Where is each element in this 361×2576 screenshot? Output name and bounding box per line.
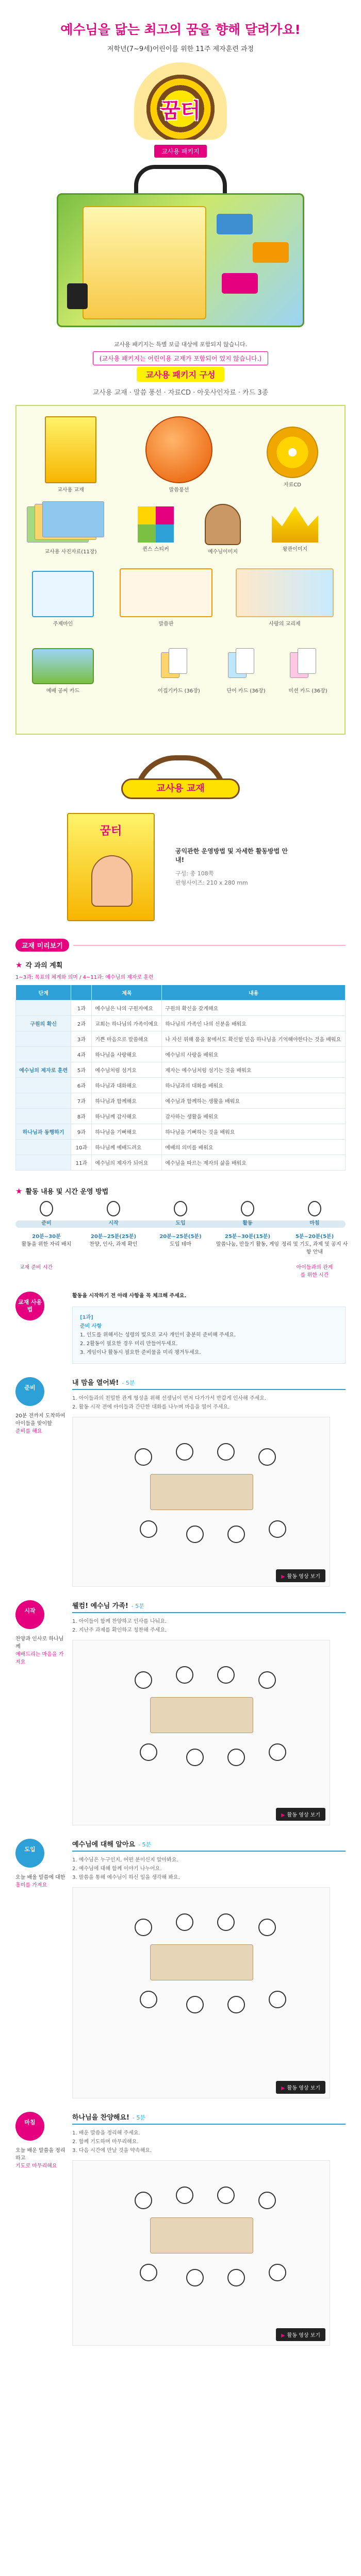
cell-content: 구원의 확신을 갖게해요: [162, 1001, 346, 1016]
child-figure: [176, 2187, 193, 2204]
activity-bubble: 시작: [15, 1600, 44, 1629]
timeline-side-left: 교재 준비 시간: [19, 1265, 53, 1270]
activity-duration: - 5분: [132, 2114, 146, 2121]
intro-card-head: [1과]: [80, 1315, 93, 1320]
child-figure: [140, 2264, 157, 2281]
cell-content: 하나님의 가족인 나의 신분을 배워요: [162, 1016, 346, 1031]
plan-table: [15, 985, 346, 1171]
kit-sticker: [222, 273, 258, 294]
composition-section: [0, 367, 361, 735]
activity-text: [72, 1856, 346, 1882]
cell-stage: [16, 1109, 71, 1124]
timeline-step: [284, 1201, 346, 1226]
composition-box: [15, 405, 346, 735]
cell-week: 1과: [71, 1001, 92, 1016]
teacher-book-section: [0, 755, 361, 921]
activity-line: 3. 말씀을 통해 예수님이 하신 일을 생각해 봐요.: [72, 1875, 180, 1880]
plan-section: [0, 939, 361, 1171]
activity-side-text: 20분 전까지 도착하여 아이들을 맞이할: [15, 1413, 65, 1427]
video-button[interactable]: [276, 2328, 325, 2341]
kit-clip: [67, 283, 88, 309]
activity-side-text: 오늘 배울 말씀에 대한: [15, 1875, 65, 1880]
video-button-label: 활동 영상 보기: [287, 1812, 320, 1818]
timeline-step: [15, 1201, 77, 1226]
cell-title: 예수님처럼 섬겨요: [92, 1062, 162, 1078]
cell-title: 하나님께 감사해요: [92, 1109, 162, 1124]
timeline-step: [150, 1201, 211, 1226]
item-theme-maze: 주제마인: [27, 571, 99, 627]
person-icon: [308, 1201, 321, 1216]
flow-section: [0, 1186, 361, 1278]
cell-title: 하나님과 함께해요: [92, 1093, 162, 1109]
table-row: [16, 1140, 346, 1155]
cell-title: 하나님을 기뻐해요: [92, 1124, 162, 1140]
child-figure: [227, 1526, 245, 1543]
child-figure: [176, 1443, 193, 1461]
cell-stage: [16, 1047, 71, 1062]
activity-intro: [15, 1292, 346, 1364]
star-icon: ★: [15, 960, 23, 970]
child-figure: [135, 1919, 152, 1936]
activity-side-text: 찬양과 인사로 하나님께: [15, 1636, 64, 1650]
flow-timeline: [15, 1201, 346, 1278]
cell-content: 예수님을 따르는 제자의 삶을 배워요: [162, 1155, 346, 1171]
child-figure: [176, 1666, 193, 1684]
col-title: 제목: [92, 985, 162, 1001]
child-figure: [186, 1996, 204, 2013]
child-figure: [140, 1520, 157, 1538]
hero-subtitle: 저학년(7~9세)어린이를 위한 11주 제자훈련 과정: [107, 45, 254, 53]
intro-bubble: 교재 사용법: [15, 1292, 44, 1320]
plan-heading: 각 과의 계획: [25, 962, 63, 970]
child-figure: [135, 2192, 152, 2209]
cell-stage: 구원의 확신: [16, 1016, 71, 1031]
activity-bubble: 준비: [15, 1377, 44, 1406]
activity-line: 2. 예수님에 대해 함께 이야기 나누어요.: [72, 1866, 162, 1872]
table-row: [16, 1031, 346, 1047]
cell-week: 7과: [71, 1093, 92, 1109]
step-desc: 말씀나눔, 만들기 활동, 게임: [216, 1242, 280, 1247]
activity-side-text: 오늘 배운 말씀을 정리하고: [15, 2148, 65, 2161]
step-desc: 도입 테마: [170, 1242, 191, 1247]
item-crown-image: 왕관이미지: [264, 506, 326, 552]
timeline-side-right: 아이들과의 관계를 위한 시간: [296, 1265, 333, 1278]
table-row: [16, 1155, 346, 1171]
activity-duration: - 5분: [122, 1380, 135, 1386]
package-kit-image: [46, 165, 315, 335]
activity-text: [72, 1617, 346, 1635]
plan-note: 1~3과: 목표의 체계와 의미 / 4~11과: 예수님의 제자로 훈련: [15, 975, 154, 980]
child-figure: [258, 1671, 276, 1689]
step-desc: 찬양, 인사, 과제 확인: [89, 1242, 138, 1247]
child-figure: [227, 1996, 245, 2013]
table-row: [16, 1016, 346, 1031]
activity-side: [15, 1600, 67, 1665]
timeline-step: [217, 1201, 278, 1226]
package-notice: 교사용 패키지는 특별 보급 대상에 포함되지 않습니다.: [113, 341, 248, 348]
step-desc: 정리 및 기도, 과제 및 공지 사항 안내: [281, 1242, 348, 1255]
cell-week: 3과: [71, 1031, 92, 1047]
activity-side: [15, 1377, 67, 1434]
child-figure: [217, 1443, 235, 1461]
timeline-box: [13, 1232, 80, 1247]
activity-line: 1. 아이들이 함께 찬양하고 인사를 나눠요.: [72, 1619, 167, 1624]
child-figure: [176, 1913, 193, 1931]
book-banner-label: 교사용 교재: [121, 778, 240, 799]
hero-title: 예수님을 닮는 최고의 꿈을 향해 달려가요!: [60, 22, 301, 37]
cell-week: 9과: [71, 1124, 92, 1140]
video-button[interactable]: [276, 2081, 325, 2094]
child-figure: [140, 1743, 157, 1761]
book-info: [175, 846, 294, 888]
intro-card-line: 1. 인도를 위해서는 성령의 빛으로 교사 개인이 충분히 준비해 주세요.: [80, 1332, 236, 1338]
activity-block: [15, 1600, 346, 1825]
table-row: [16, 1001, 346, 1016]
video-button-label: 활동 영상 보기: [287, 1574, 320, 1580]
item-word-card: 단어 카드 (36장): [218, 648, 274, 694]
timeline-step: [83, 1201, 144, 1226]
activity-side-highlight: 흥미를 가져요: [15, 1883, 47, 1888]
activity-title-text: 예수님에 대해 알아요: [72, 1841, 136, 1849]
step-label: 마침: [309, 1221, 320, 1226]
package-notice-highlight: (교사용 패키지는 어린이용 교재가 포함되어 있지 않습니다.): [93, 351, 268, 365]
table-row: [16, 1109, 346, 1124]
step-label: 시작: [108, 1221, 119, 1226]
cell-content: 예수님의 사랑을 배워요: [162, 1047, 346, 1062]
activity-line: 2. 지난주 과제를 확인하고 칭찬해 주세요.: [72, 1628, 167, 1633]
step-label: 준비: [41, 1221, 52, 1226]
kit-sticker: [253, 242, 289, 263]
activity-title-text: 웰컴! 예수님 가족!: [72, 1602, 128, 1610]
cell-week: 5과: [71, 1062, 92, 1078]
activity-duration: - 5분: [131, 1603, 144, 1609]
child-figure: [186, 1749, 204, 1766]
activity-line: 3. 다음 시간에 만날 것을 약속해요.: [72, 2148, 152, 2154]
edition-badge: 교사용 패키지: [154, 145, 206, 158]
activity-bubble: 도입: [15, 1839, 44, 1868]
activity-title: [72, 1377, 346, 1390]
timeline-box: [214, 1232, 281, 1247]
item-jesus-image: 예수님이미지: [194, 504, 251, 555]
intro-card-sub: 준비 사항: [80, 1324, 102, 1329]
activity-block: [15, 1377, 346, 1587]
item-mission-card: 미션 카드 (36장): [280, 648, 336, 694]
intro-card: [72, 1307, 346, 1364]
play-icon: ▶: [281, 1812, 285, 1818]
person-icon: [107, 1201, 120, 1216]
composition-subtitle: 교사용 교재 · 말씀 풍선 · 자료CD · 아웃사인자료 · 카드 3종: [92, 389, 269, 397]
cell-week: 4과: [71, 1047, 92, 1062]
step-time: 20분~25분(25분): [90, 1234, 137, 1240]
cell-week: 8과: [71, 1109, 92, 1124]
book-lead: 공익관한 운영방법 및 자세한 활동방법 안내!: [175, 848, 288, 863]
col-stage: 단계: [16, 985, 71, 1001]
activity-line: 1. 예수님은 누구인지, 어떤 분이신지 알아봐요.: [72, 1857, 178, 1863]
book-size: 판형사이즈: 210 x 280 mm: [175, 879, 248, 886]
cell-week: 11과: [71, 1155, 92, 1171]
child-figure: [269, 1520, 286, 1538]
step-time: 20분~30분: [32, 1234, 61, 1240]
step-desc: 활동을 위한 자리 배치: [21, 1242, 72, 1247]
activity-duration: - 5분: [138, 1841, 152, 1848]
cell-stage: 예수님의 제자로 훈련: [16, 1062, 71, 1078]
activity-side-highlight: 예배드리는 마음을 가져요: [15, 1652, 64, 1665]
table-row: [16, 1062, 346, 1078]
activity-illustration: [72, 1887, 330, 2098]
cell-content: 감사하는 생활을 배워요: [162, 1109, 346, 1124]
child-figure: [258, 1448, 276, 1466]
child-figure: [227, 2269, 245, 2286]
cell-stage: [16, 1155, 71, 1171]
col-week: [71, 985, 92, 1001]
cell-stage: [16, 1078, 71, 1093]
intro-card-line: 3. 게임이나 활동시 필요한 준비물을 미리 챙겨두세요.: [80, 1350, 201, 1355]
video-button[interactable]: [276, 1569, 325, 1582]
child-figure: [135, 1671, 152, 1689]
activity-bubble: 마침: [15, 2112, 44, 2141]
item-word-board: 말씀판: [114, 568, 218, 627]
item-collect-card: 이집기카드 (36장): [151, 648, 207, 694]
activity-side: [15, 1839, 67, 1888]
book-banner: [121, 755, 240, 802]
book-cover-logo: 꿈터: [100, 825, 122, 838]
timeline-box: [80, 1232, 147, 1247]
child-figure: [217, 2187, 235, 2204]
cell-week: 6과: [71, 1078, 92, 1093]
activity-side-highlight: 준비를 해요: [15, 1429, 42, 1434]
activity-side-highlight: 기도로 마무리해요: [15, 2163, 57, 2169]
cell-content: 제자는 예수님처럼 섬기는 것을 배워요: [162, 1062, 346, 1078]
activity-line: 2. 활동 시작 전에 아이들과 간단한 대화를 나누며 마음을 열어 주세요.: [72, 1404, 230, 1410]
item-teacher-book: 교사용 교재: [32, 416, 109, 493]
table-row: [16, 1047, 346, 1062]
activity-illustration: [72, 1640, 330, 1825]
video-button[interactable]: [276, 1808, 325, 1821]
book-pages: 구성: 총 108쪽: [175, 870, 214, 877]
activity-side: [15, 2112, 67, 2169]
person-icon: [241, 1201, 254, 1216]
child-figure: [217, 1666, 235, 1684]
step-label: 도입: [175, 1221, 186, 1226]
book-cover-image: [67, 813, 155, 921]
item-word-balloon: 말씀풍선: [138, 416, 220, 493]
step-time: 20분~25분(5분): [159, 1234, 202, 1240]
cell-stage: 하나님과 동행하기: [16, 1124, 71, 1140]
person-icon: [174, 1201, 187, 1216]
child-figure: [269, 1743, 286, 1761]
child-figure: [258, 2192, 276, 2209]
activity-line: 2. 함께 기도하며 마무리해요.: [72, 2139, 139, 2145]
video-button-label: 활동 영상 보기: [287, 2333, 320, 2338]
cell-content: 하나님을 기뻐하는 것을 배워요: [162, 1124, 346, 1140]
composition-title: 교사용 패키지 구성: [137, 367, 225, 382]
person-icon: [40, 1201, 53, 1216]
child-figure: [135, 1448, 152, 1466]
item-resource-cd: 자료CD: [254, 427, 331, 488]
activity-block: [15, 1839, 346, 2098]
intro-text: 활동을 시작하기 전 아래 사항을 꼭 체크해 주세요.: [72, 1293, 187, 1299]
activity-title: [72, 2112, 346, 2125]
cell-stage: [16, 1093, 71, 1109]
child-figure: [186, 2269, 204, 2286]
desk-illustration: [150, 2217, 253, 2253]
cell-stage: [16, 1031, 71, 1047]
timeline-box: [147, 1232, 214, 1247]
activities-section: [0, 1292, 361, 2346]
cell-content: 나 자신 위해 품을 꿈에서도 확신할 믿음 하나님을 기억해야한다는 것을 배워요: [162, 1031, 346, 1047]
cell-week: 10과: [71, 1140, 92, 1155]
child-figure: [186, 1526, 204, 1543]
desk-illustration: [150, 1474, 253, 1510]
desk-illustration: [150, 1697, 253, 1733]
cell-title: 예수님의 제자가 되어요: [92, 1155, 162, 1171]
star-icon: ★: [15, 1186, 23, 1196]
activity-illustration: [72, 2160, 330, 2346]
cell-content: 하나님과의 대화를 배워요: [162, 1078, 346, 1093]
step-label: 활동: [242, 1221, 253, 1226]
cell-week: 2과: [71, 1016, 92, 1031]
activity-title: [72, 1839, 346, 1852]
child-figure: [227, 1749, 245, 1766]
cell-title: 기쁜 마음으로 말씀해요: [92, 1031, 162, 1047]
timeline-box: [281, 1232, 348, 1255]
play-icon: ▶: [281, 2086, 285, 2091]
item-puzzle-sticker: 퀸스 스티커: [127, 506, 184, 552]
activity-block: [15, 2112, 346, 2346]
video-button-label: 활동 영상 보기: [287, 2086, 320, 2091]
play-icon: ▶: [281, 2333, 285, 2338]
child-figure: [258, 1919, 276, 1936]
kit-sticker: [217, 214, 253, 234]
activity-title: [72, 1600, 346, 1613]
activity-line: 1. 배운 말씀을 정리해 주세요.: [72, 2130, 140, 2136]
logo-text: 꿈터: [160, 99, 201, 123]
activity-line: 1. 아이들과의 친밀한 관계 형성을 위해 선생님이 먼저 다가가서 반갑게 인사해 주세요.: [72, 1396, 267, 1401]
activity-text: [72, 2129, 346, 2155]
table-row: [16, 1093, 346, 1109]
step-time: 25분~30분(15분): [224, 1234, 271, 1240]
col-content: 내용: [162, 985, 346, 1001]
table-row: [16, 1124, 346, 1140]
step-time: 5분~20분(5분): [295, 1234, 334, 1240]
cell-stage: [16, 1001, 71, 1016]
cell-title: 예수님은 나의 구원자예요: [92, 1001, 162, 1016]
child-figure: [140, 1991, 157, 2008]
activity-title-text: 내 맘을 열어봐!: [72, 1379, 119, 1387]
table-row: [16, 1078, 346, 1093]
cell-title: 하나님께 예배드려요: [92, 1140, 162, 1155]
item-photo-set: 교사용 사진자료(11장): [27, 501, 114, 558]
intro-card-line: 2. 2활동이 필요한 경우 미리 만들어두세요.: [80, 1341, 178, 1347]
child-figure: [269, 1991, 286, 2008]
item-love-card: 사랑의 교리제: [233, 568, 336, 627]
kit-handle: [134, 165, 227, 196]
cell-stage: [16, 1140, 71, 1155]
item-worship-card: 예배 공씨 카드: [27, 648, 99, 694]
cell-title: 하나님과 대화해요: [92, 1078, 162, 1093]
hero-section: [0, 0, 361, 362]
child-figure: [217, 1913, 235, 1931]
flow-heading: 활동 내용 및 시간 운영 방법: [25, 1188, 109, 1196]
activity-text: [72, 1394, 346, 1412]
cell-title: 교회는 하나님의 가족이예요: [92, 1016, 162, 1031]
play-icon: ▶: [281, 1574, 285, 1580]
cell-title: 하나님을 사랑해요: [92, 1047, 162, 1062]
child-figure: [269, 2264, 286, 2281]
activity-illustration: [72, 1417, 330, 1587]
brand-logo: [129, 62, 232, 140]
cell-content: 예수님과 함께하는 생활을 배워요: [162, 1093, 346, 1109]
cover-character: [91, 855, 133, 907]
plan-section-title: 교재 미리보기: [15, 939, 69, 952]
kit-front-panel: [83, 206, 206, 319]
desk-illustration: [150, 1944, 253, 1980]
cell-content: 예배의 의미를 배워요: [162, 1140, 346, 1155]
activity-title-text: 하나님을 찬양해요!: [72, 2114, 129, 2122]
